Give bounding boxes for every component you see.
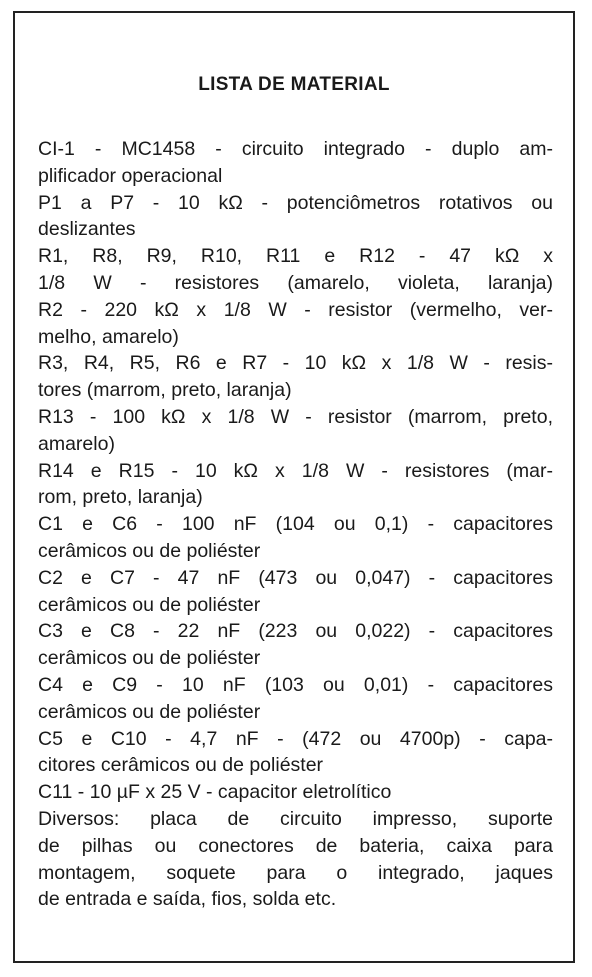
material-list-text — [38, 136, 553, 913]
list-line: R3, R4, R5, R6 e R7 - 10 kΩ x 1/8 W - resis- — [38, 352, 553, 375]
list-line: rom, preto, laranja) — [38, 486, 203, 509]
list-line: melho, amarelo) — [38, 325, 179, 348]
list-line: deslizantes — [38, 218, 136, 241]
list-line: R1, R8, R9, R10, R11 e R12 - 47 kΩ x — [38, 245, 553, 268]
list-line: cerâmicos ou de poliéster — [38, 647, 261, 670]
list-line: plificador operacional — [38, 164, 223, 187]
list-line: 1/8 W - resistores (amarelo, violeta, laranja) — [38, 271, 553, 294]
list-line: de pilhas ou conectores de bateria, caixa para — [38, 834, 553, 857]
list-title: LISTA DE MATERIAL — [198, 74, 390, 95]
list-line: C1 e C6 - 100 nF (104 ou 0,1) - capacitores — [38, 513, 553, 536]
list-line: R14 e R15 - 10 kΩ x 1/8 W - resistores (mar- — [38, 459, 553, 482]
list-line: cerâmicos ou de poliéster — [38, 593, 261, 616]
list-line: CI-1 - MC1458 - circuito integrado - duplo am- — [38, 138, 553, 160]
list-line: cerâmicos ou de poliéster — [38, 700, 261, 723]
list-line: R13 - 100 kΩ x 1/8 W - resistor (marrom, preto, — [38, 405, 553, 428]
list-line: C4 e C9 - 10 nF (103 ou 0,01) - capacitores — [38, 673, 553, 696]
list-line: C5 e C10 - 4,7 nF - (472 ou 4700p) - capa- — [38, 727, 553, 750]
list-line: citores cerâmicos ou de poliéster — [38, 754, 324, 777]
list-line: C3 e C8 - 22 nF (223 ou 0,022) - capacitores — [38, 620, 553, 643]
list-line: C11 - 10 µF x 25 V - capacitor eletrolítico — [38, 781, 392, 804]
list-line: R2 - 220 kΩ x 1/8 W - resistor (vermelho, ver- — [38, 298, 553, 321]
list-line: de entrada e saída, fios, solda etc. — [38, 888, 337, 911]
list-line: tores (marrom, preto, laranja) — [38, 379, 292, 402]
list-line: cerâmicos ou de poliéster — [38, 539, 261, 562]
list-line: amarelo) — [38, 432, 115, 455]
list-line: Diversos: placa de circuito impresso, suporte — [38, 807, 553, 830]
list-line: montagem, soquete para o integrado, jaques — [38, 861, 553, 884]
list-line: P1 a P7 - 10 kΩ - potenciômetros rotativos ou — [38, 191, 553, 214]
list-line: C2 e C7 - 47 nF (473 ou 0,047) - capacitores — [38, 566, 553, 589]
